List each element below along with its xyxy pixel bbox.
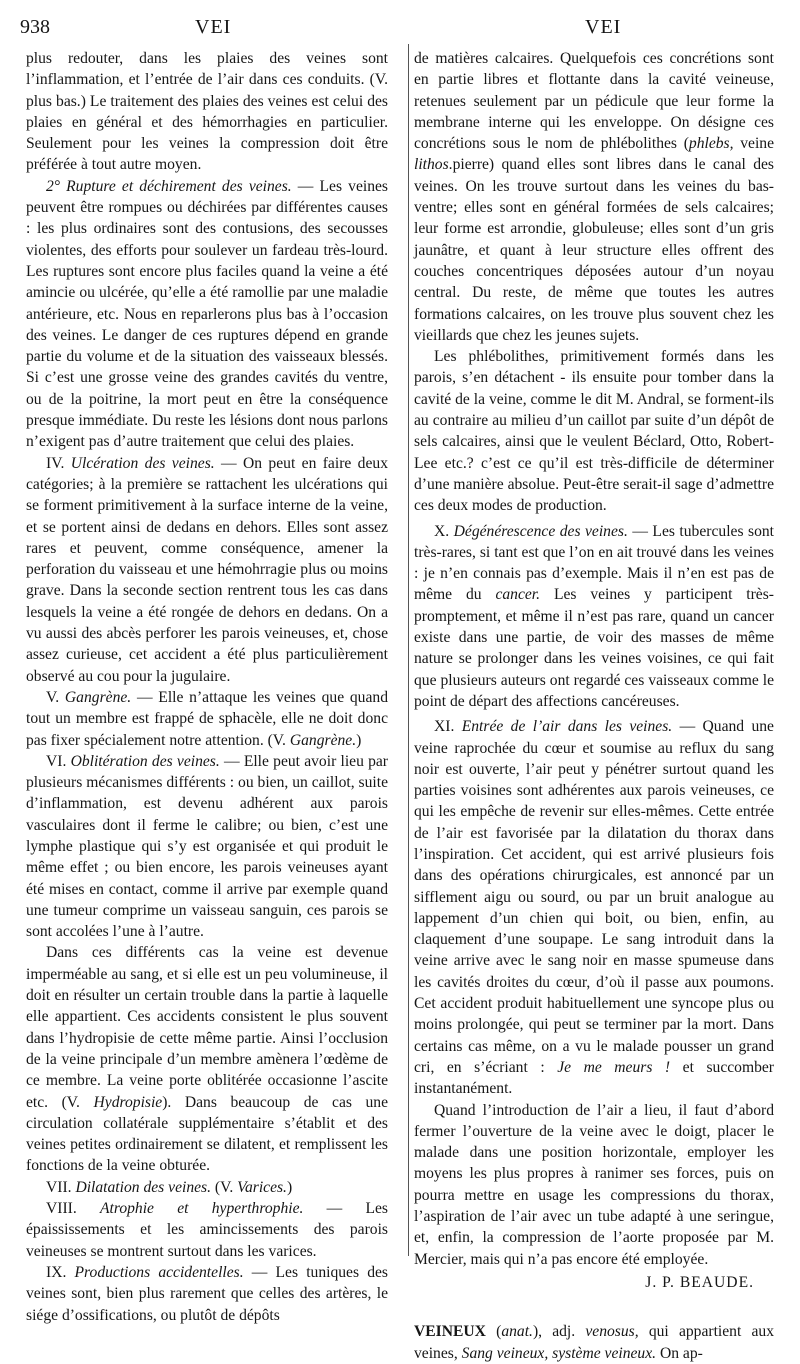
section-productions — [26, 1262, 388, 1326]
section-dilatation — [26, 1177, 388, 1198]
section-number: VII. — [46, 1178, 76, 1196]
section-obliteration — [26, 751, 388, 943]
running-head-right: VEI — [585, 16, 622, 38]
section-title: Entrée de l’air dans les veines. — [461, 718, 673, 736]
paragraph: plus redouter, dans les plaies des veines sont l’inflammation, et l’entrée de l’air dans ces conduits. (V. plus bas.) Le traitement des plaies des veines est celui des plaies en général et des hémorrhagies en particulier. Seulement pour les veines la compression doit être préférée à tout autre moyen. — [26, 50, 388, 174]
field-label: anat. — [501, 1323, 533, 1341]
entry-text: ), adj. — [532, 1323, 586, 1341]
section-title: Oblitération des veines. — [70, 752, 220, 770]
cross-reference: Hydropisie — [93, 1093, 163, 1111]
etymology-term: phlebs, — [688, 135, 734, 153]
paragraph-text: Dans ces différents cas la veine est devenue imperméable au sang, et si elle est un peu volumineuse, il doit en résulter un certain trouble dans la partie à laquelle elle appartient. Ces accidents consistent le plus souvent dans l’hydropisie de cette même partie. Ainsi l’occlusion de la veine principale d’un membre amènera l’œdème de ce membre. La veine porte oblitérée occasionne l’ascite etc. (V. — [26, 944, 388, 1111]
left-column — [26, 48, 388, 1326]
paragraph — [26, 942, 388, 1176]
headword: VEINEUX — [414, 1323, 486, 1341]
section-number: IX. — [46, 1263, 75, 1281]
section-title: Gangrène. — [64, 688, 132, 706]
paragraph-text: ). Dans beaucoup de cas une circulation collatérale supplémentaire s’établit et des veines petites ordinairement se dilatent, et remplissent les fonctions de la veine obturée. — [26, 1093, 388, 1175]
quotation: Je me meurs ! — [557, 1058, 671, 1076]
dictionary-entry — [414, 1321, 774, 1364]
section-text: — Elle n’attaque les veines que quand tout un membre est frappé de sphacèle, elle ne doit donc pas fixer spécialement notre attention. (V. — [26, 688, 388, 749]
paragraph-text: de matières calcaires. Quelquefois ces concrétions sont en partie libres et flottante dans la cavité veineuse, retenues seulement par un pédicule que leur forme la membrane interne qui les enveloppe. On désigne ces concrétions sous le nom de phlébolithes ( — [414, 50, 774, 153]
section-text: — Les veines peuvent être rompues ou déchirées par différentes causes : les plus ordinaires sont des contusions, des secousses violentes, des efforts pour soulever un fardeau très-lourd. Les ruptures sont encore plus faciles quand la veine a été amincie ou ulcérée, qu’elle a été ramollie par une maladie antérieure, etc. Nous en reparlerons plus bas à l’occasion des veines. Le danger de ces ruptures dépend en grande partie du volume et de la situation des vaisseaux blessés. Si c’est une grosse veine des grandes cavités du ventre, ou de la poitrine, la mort peut en être la conséquence presque immédiate. Du reste les lésions dont nous parlons n’exigent pas d’autre traitement que celui des plaies. — [26, 177, 388, 451]
cross-reference: Gangrène. — [289, 731, 357, 749]
closing-paren: ) — [356, 731, 362, 749]
section-title: Productions accidentelles. — [74, 1263, 244, 1281]
section-number: VI. — [46, 752, 71, 770]
section-number: IV. — [46, 454, 71, 472]
entry-text: On ap- — [656, 1344, 703, 1362]
section-number: V. — [46, 688, 65, 706]
paragraph-text: veine — [733, 135, 774, 153]
section-title: 2° Rupture et déchirement des veines. — [46, 177, 292, 195]
section-number: XI. — [434, 718, 462, 736]
page-header — [20, 12, 778, 42]
emphasis-term: cancer. — [495, 586, 541, 604]
author-signature: J. P. BEAUDE. — [645, 1273, 754, 1291]
usage-examples: Sang veineux, système veineux. — [461, 1344, 657, 1362]
page-number: 938 — [20, 16, 50, 38]
etymology-term: lithos — [414, 156, 449, 174]
section-gangrene — [26, 687, 388, 751]
section-title: Ulcération des veines. — [70, 454, 215, 472]
column-divider — [408, 44, 409, 1256]
right-column — [414, 48, 774, 1364]
running-head-left: VEI — [195, 16, 232, 38]
section-text: — Quand une veine raprochée du cœur et soumise au reflux du sang noir est ouverte, l’air peut y pénétrer surtout quand les parties voisines sont adhérentes aux parois veineuses, ce qui les empêche de revenir sur elles-mêmes. Cette entrée de l’air est favorisée par la dilatation du thorax dans l’inspiration. Cet accident, qui est arrivé plusieurs fois dans des opérations chirurgicales, est annoncé par un sifflement aigu ou sourd, ou par un bruit analogue au lappement d’un chien qui boit, ou bien, enfin, au claquement d’une soupape. Le sang introduit dans la veine arrive avec le sang noir en masse spumeuse dans les cavités droites du cœur, d’où il passe aux poumons. Cet accident produit habituellement une syncope plus ou moins prolongée, qui peut se terminer par la mort. Dans certains cas même, on a vu le malade pousser un grand cri, en s’écriant : — [414, 718, 774, 1076]
section-text: — Elle peut avoir lieu par plusieurs mécanismes différents : ou bien, un caillot, suite d’inflammation, est devenu adhérent aux parois vasculaires dont il ferme le calibre; ou bien, c’est une lymphe plastique qui s’y est organisée et qui produit le même effet ; ou bien encore, les parois veineuses ayant été mises en contact, comme il arrive par exemple quand une tumeur comprime un vaisseau sanguin, ces parois se sont accolées l’une à l’autre. — [26, 752, 388, 941]
section-number: VIII. — [46, 1200, 100, 1218]
section-degenerescence — [414, 521, 774, 713]
section-ulceration — [26, 453, 388, 687]
section-number: X. — [434, 522, 454, 540]
paragraph — [414, 48, 774, 346]
section-title: Dilatation des veines. — [75, 1178, 212, 1196]
section-text: — On peut en faire deux catégories; à la première se rattachent les ulcérations qui se forment primitivement à la surface interne de la veine, et se portent ainsi de dedans en dehors. Elles sont assez rares et peuvent, comme conséquence, amener la perforation du vaisseau et une hémohrragie plus ou moins grave. Dans la seconde section rentrent tous les cas dans lesquels la veine a été rongée de dehors en dedans. On a vu aussi des abcès perforer les parois veineuses, et, chose assez curieuse, cet accident a été plus particulièrement observé au cou pour la jugulaire. — [26, 454, 388, 685]
section-text: — Les épaississements et les amincissements des parois veineuses se montrent surtout dans les varices. — [26, 1200, 388, 1260]
section-text: Les veines y participent très-promptement, et même il n’est pas rare, quand un cancer existe dans une partie, de voir des masses de même nature se prolonger dans les veines voisines, ce qui fait que plusieurs auteurs ont regardé ces vaisseaux comme le point de départ des affections cancéreuses. — [414, 586, 774, 710]
cross-reference: Varices. — [237, 1178, 287, 1196]
section-text: (V. — [211, 1178, 238, 1196]
section-text: — Les tubercules sont très-rares, si tant est que l’on en ait trouvé dans les veines : je n’en connais pas d’exemple. Mais il n’en est pas de même du — [414, 522, 774, 604]
entry-text: qui appartient aux veines, — [414, 1323, 774, 1362]
section-text: et succomber instantanément. — [414, 1058, 775, 1098]
paragraph: Les phlébolithes, primitivement formés dans les parois, s’en détachent - ils ensuite pour tomber dans la cavité de la veine, comme le dit M. Andral, se forment-ils au contraire au milieu d’un caillot par suite d’un dépôt de sels calcaires, ainsi que le veulent Béclard, Otto, Robert-Lee etc.? c’est ce qu’il est très-difficile de déterminer d’une manière absolue. Peut-être serait-il sage d’admettre ces deux modes de production. — [414, 348, 774, 515]
entry-text: ( — [485, 1323, 502, 1341]
paragraph: Quand l’introduction de l’air a lieu, il faut d’abord fermer l’ouverture de la veine avec le doigt, placer le malade dans une position horizontale, employer les moyens les plus propres à ranimer ses forces, puis on pourra mettre en usage les compressions du thorax, l’aspiration de l’air avec un tube adapté à une seringue, et, enfin, la compression de l’aorte proposée par M. Mercier, mais qui n’a pas encore été employée. — [414, 1101, 774, 1268]
section-entree-air — [414, 716, 774, 1099]
section-rupture — [26, 176, 388, 453]
closing-paren: ) — [286, 1178, 293, 1196]
section-text: — Les tuniques des veines sont, bien plus rarement que celles des artères, le siége d’ossifications, ou plutôt de dépôts — [26, 1263, 388, 1324]
section-atrophie — [26, 1198, 388, 1262]
latin-term: venosus, — [585, 1323, 639, 1341]
paragraph-text: .pierre) quand elles sont libres dans le canal des veines. On les trouve surtout dans les veines du bas-ventre; elles sont en général formées de sels calcaires; leur forme est arrondie, globuleuse; elles sont d’un gris jaunâtre, et quant à leur structure elles offrent des couches concentriques déposées autour d’un noyau central. Du reste, de même que toutes les autres formations calcaires, on les trouve plus souvent chez les vieillards que chez les jeunes sujets. — [414, 156, 774, 344]
section-title: Atrophie et hyperthrophie. — [99, 1200, 304, 1218]
section-title: Dégénérescence des veines. — [453, 522, 628, 540]
